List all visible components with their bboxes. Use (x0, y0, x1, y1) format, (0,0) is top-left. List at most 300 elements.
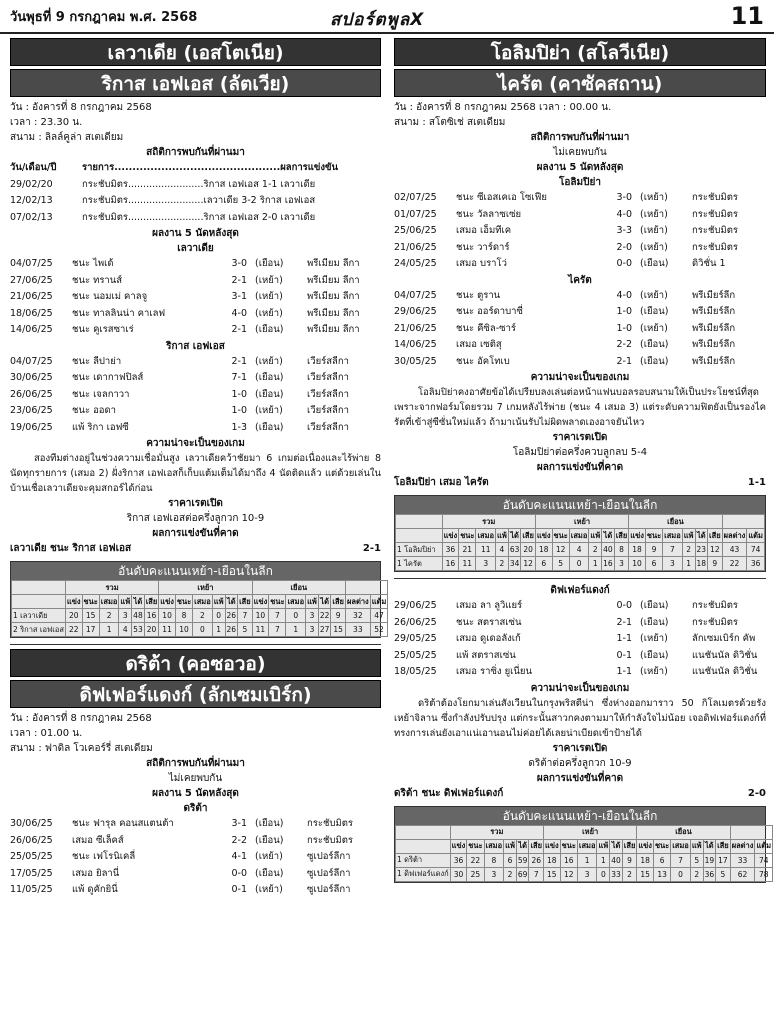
stat-cell: 6 (645, 557, 662, 571)
stat-cell: 63 (508, 543, 521, 557)
analysis-text: สองทีมต่างอยู่ในช่วงความเชื่อมั่นสูง เลวาเดียคว้าชัยมา 6 เกมต่อเนื่องและไร้พ่าย 8 นัดทุกรายการ (เสมอ 2) ฝั่งริกาส เอฟเอสก็เก็บแต้มเต็มได้มาถึง 4 นัดติดแล้ว แต่ด้วยเล่นในบ้านเชื่อเลวาเดียจะคุมสกอร์ได้ก่อน (10, 453, 381, 494)
stat-cell: 16 (144, 609, 159, 623)
stat-cell: 12 (560, 867, 577, 881)
column-header: ชนะ (269, 595, 286, 609)
form-competition: พรีเมียม ลีกา (307, 291, 360, 302)
column-header: ได้ (225, 595, 238, 609)
stat-cell: 34 (508, 557, 521, 571)
blank-cell (396, 515, 443, 529)
match-day: วัน : อังคารที่ 8 กรกฎาคม 2568 (10, 102, 152, 113)
match-venue: สนาม : ฟาดิล โวเคอร์รี่ สเตเดียม (10, 743, 153, 754)
form-date: 25/05/25 (10, 851, 53, 862)
form-date: 24/05/25 (394, 258, 437, 269)
group-header: รวม (65, 581, 158, 595)
form-venue: (เยือน) (640, 355, 669, 367)
form-date: 14/06/25 (10, 324, 53, 335)
form-list-b (394, 288, 766, 371)
stat-cell: 1 (589, 557, 602, 571)
form-opponent: ชนะ ออดา (72, 405, 116, 416)
stat-cell: 25 (467, 867, 484, 881)
form-competition: เวียร์สลีกา (307, 388, 349, 400)
stat-cell: 40 (602, 543, 615, 557)
stat-cell: 22 (722, 557, 747, 571)
blank-cell (345, 581, 387, 595)
form-competition: พรีเมียร์ลีก (692, 322, 736, 334)
stat-cell: 74 (755, 853, 773, 867)
form-competition: กระชับมิตร (307, 834, 353, 846)
prediction-title: ผลการแข่งขันที่คาด (536, 772, 624, 784)
stat-cell: 22 (318, 609, 331, 623)
form-competition: พรีเมียร์ลีก (692, 289, 736, 301)
form-score: 2-1 (231, 324, 247, 335)
column-header: ได้ (516, 839, 529, 853)
stat-cell: 12 (552, 543, 569, 557)
stat-cell: 27 (318, 623, 331, 637)
form-date: 14/06/25 (394, 339, 437, 350)
stat-cell: 13 (653, 867, 670, 881)
stat-cell: 5 (238, 623, 253, 637)
form-opponent: ชนะ คีซิล-ซาร์ (456, 322, 517, 334)
analysis-title: ความน่าจะเป็นของเกม (530, 682, 630, 694)
analysis-title: ความน่าจะเป็นของเกม (146, 438, 245, 449)
column-header: ชนะ (82, 595, 99, 609)
match-venue: สนาม : ลิลล์คูล่า สเตเดียม (10, 132, 124, 143)
h2h-date: 29/02/20 (10, 178, 53, 190)
stat-cell: 3 (614, 557, 629, 571)
form-opponent: เสมอ บราโว่ (456, 258, 507, 269)
form-venue: (เหย้า) (640, 666, 668, 677)
form-venue: (เหย้า) (640, 192, 668, 203)
match-time: เวลา : 23.30 น. (10, 117, 83, 128)
form-date: 11/05/25 (10, 884, 53, 895)
form-score: 3-1 (231, 818, 247, 829)
column-header: ชนะ (552, 529, 569, 543)
form-venue: (เหย้า) (255, 307, 283, 319)
h2h-col-result: รายการ..............................................ผลการแข่งขัน (82, 162, 339, 173)
form-date: 29/05/25 (394, 633, 437, 644)
form-venue: (เยือน) (255, 818, 284, 829)
form-venue: (เยือน) (640, 649, 669, 661)
column-header-row (12, 595, 388, 609)
stat-cell: 18 (535, 543, 552, 557)
form-date: 29/06/25 (394, 306, 437, 317)
standings-title: อันดับคะแนนเหย้า-เยือนในลีก (395, 496, 765, 514)
group-header-row (396, 825, 773, 839)
h2h-title: สถิติการพบกันที่ผ่านมา (146, 758, 245, 769)
form-opponent: เสมอ ราซิ่ง ยูเนี่ยน (456, 666, 532, 677)
column-header: เสมอ (577, 839, 597, 853)
form-score: 1-1 (616, 633, 632, 644)
stat-cell: 22 (65, 623, 82, 637)
form-list-a (10, 256, 381, 339)
standings-table (10, 561, 387, 638)
h2h-title: สถิติการพบกันที่ผ่านมา (146, 147, 245, 158)
last5-title: ผลงาน 5 นัดหลังสุด (152, 788, 239, 799)
form-score: 3-1 (231, 291, 247, 302)
column-header: เสีย (331, 595, 346, 609)
form-competition: เวียร์สลีกา (307, 372, 349, 383)
form-date: 30/06/25 (10, 372, 53, 383)
stat-cell: 1 (212, 623, 225, 637)
form-competition: พรีเมียร์ลีก (692, 306, 736, 317)
stat-cell: 2 (622, 867, 637, 881)
column-header: เสีย (529, 839, 544, 853)
form-venue: (เหย้า) (640, 225, 668, 236)
form-row (394, 304, 766, 321)
stat-cell: 1 (597, 853, 610, 867)
column-header: เสมอ (569, 529, 589, 543)
form-opponent: แพ้ ริกา เอฟซี (72, 421, 129, 433)
blank-cell (396, 529, 443, 543)
column-header: เสีย (521, 529, 536, 543)
form-opponent: แพ้ ดูคักยินี่ (72, 884, 118, 895)
column-header: เสีย (144, 595, 159, 609)
form-venue: (เยือน) (640, 258, 669, 269)
group-header: เยือน (252, 581, 345, 595)
team-cell: 1 ดิฟเฟอร์แดงก์ (396, 867, 451, 881)
issue-date: วันพุธที่ 9 กรกฎาคม พ.ศ. 2568 (10, 9, 198, 25)
form-score: 1-0 (616, 306, 632, 317)
odds-title: ราคาเรตเปิด (552, 432, 608, 443)
form-row (10, 403, 381, 420)
column-header: เสมอ (476, 529, 496, 543)
form-competition: ซูเปอร์ลีกา (307, 851, 351, 862)
stat-cell: 20 (65, 609, 82, 623)
form-date: 26/06/25 (394, 616, 437, 628)
column-header-row (396, 839, 773, 853)
form-competition: เวียร์สลีกา (307, 405, 349, 416)
column-header: เสมอ (484, 839, 504, 853)
stat-cell: 0 (212, 609, 225, 623)
blank-cell (730, 825, 772, 839)
stat-cell: 33 (730, 853, 755, 867)
group-header: เหย้า (535, 515, 628, 529)
stat-cell: 15 (637, 867, 654, 881)
stat-cell: 4 (119, 623, 132, 637)
prediction-score: 2-1 (362, 543, 381, 554)
stat-cell: 1 (99, 623, 119, 637)
stat-cell: 7 (269, 623, 286, 637)
form-competition: พรีเมียม ลีกา (307, 324, 360, 335)
form-row (394, 288, 766, 305)
column-header: ชนะ (175, 595, 192, 609)
form-score: 3-0 (231, 258, 247, 269)
form-competition: กระชับมิตร (692, 192, 738, 203)
form-row (10, 420, 381, 437)
form-opponent: ชนะ ออร์ดาบาซี่ (456, 306, 523, 317)
column-header: ชนะ (645, 529, 662, 543)
stat-cell: 17 (716, 853, 731, 867)
stat-cell: 18 (629, 543, 646, 557)
team-a-name: ดริต้า (183, 803, 208, 814)
prediction (394, 475, 766, 491)
column-header: เสมอ (193, 595, 213, 609)
last5-title: ผลงาน 5 นัดหลังสุด (536, 162, 624, 173)
stat-cell: 52 (370, 623, 388, 637)
form-list-b (10, 354, 381, 437)
stat-cell: 47 (370, 609, 388, 623)
column-header: ได้ (703, 839, 716, 853)
form-competition: พรีเมียม ลีกา (307, 307, 360, 319)
column-header: แต้ม (747, 529, 765, 543)
form-date: 26/06/25 (10, 834, 53, 846)
left-column (10, 38, 387, 899)
team-a-name: โอลิมปิย่า (559, 177, 601, 188)
stat-cell: 10 (159, 609, 176, 623)
form-score: 3-0 (616, 192, 632, 203)
prediction-title: ผลการแข่งขันที่คาด (536, 462, 624, 473)
stat-cell: 7 (529, 867, 544, 881)
form-date: 25/06/25 (394, 225, 437, 236)
stat-cell: 3 (306, 609, 319, 623)
form-competition: กระชับมิตร (692, 600, 738, 611)
form-competition: ลักเซมเบิร์ก คัพ (692, 633, 756, 644)
stat-cell: 6 (504, 853, 517, 867)
group-header: รวม (450, 825, 543, 839)
form-date: 21/06/25 (394, 241, 437, 253)
right-column (394, 38, 772, 883)
prediction-score: 1-1 (747, 477, 766, 488)
form-date: 30/05/25 (394, 355, 437, 367)
form-score: 3-3 (616, 225, 632, 236)
stat-cell: 12 (708, 543, 723, 557)
form-row (394, 207, 766, 224)
stat-cell: 26 (529, 853, 544, 867)
stat-cell: 5 (690, 853, 703, 867)
form-row (10, 306, 381, 323)
form-venue: (เยือน) (255, 867, 284, 879)
form-opponent: ชนะ สตราสเซ่น (456, 616, 522, 628)
stat-cell: 43 (722, 543, 747, 557)
stat-cell: 11 (252, 623, 269, 637)
form-row (394, 240, 766, 257)
column-header: แข่ง (544, 839, 561, 853)
match-day-time: วัน : อังคารที่ 8 กรกฎาคม 2568 เวลา : 00.00 น. (394, 102, 612, 113)
odds-text: ดริต้าต่อครึ่งลูกวก 10-9 (528, 757, 632, 769)
blank-cell (396, 839, 451, 853)
h2h-date: 12/02/13 (10, 195, 53, 206)
form-opponent: เสมอ ลา ลูวิแยร์ (456, 600, 523, 611)
stat-cell: 0 (671, 867, 691, 881)
stat-cell: 4 (569, 543, 589, 557)
group-header-row (396, 515, 765, 529)
form-row (10, 273, 381, 290)
form-score: 1-3 (231, 421, 247, 433)
prediction-score: 2-0 (747, 787, 766, 799)
form-score: 2-1 (616, 355, 632, 367)
form-row (10, 866, 381, 883)
column-header: แพ้ (589, 529, 602, 543)
form-row (394, 631, 766, 648)
match-day: วัน : อังคารที่ 8 กรกฎาคม 2568 (10, 713, 152, 724)
stat-cell: 11 (476, 543, 496, 557)
stat-cell: 5 (552, 557, 569, 571)
standings-row (396, 853, 773, 867)
column-header: เสมอ (286, 595, 306, 609)
form-competition: ซูเปอร์ลีกา (307, 884, 351, 895)
form-opponent: ชนะ เฟโรนิเคลี่ (72, 851, 136, 862)
odds-title: ราคาเรตเปิด (168, 498, 223, 509)
h2h-result: กระชับมิตร.........................ริกาส เอฟเอส 2-0 เลวาเดีย (82, 211, 316, 223)
form-score: 1-1 (616, 666, 632, 677)
column-header: ได้ (602, 529, 615, 543)
column-header: แพ้ (690, 839, 703, 853)
form-competition: พรีเมียร์ลีก (692, 355, 736, 367)
analysis-text: โอลิมปิย่าคงอาศัยข้อได้เปรียบลงเล่นต่อหน้าแฟนบอลรอบสนามให้เป็นประโยชน์ที่สุด เพราะจากฟอร์มโดยรวม 7 เกมหลังไร้พ่าย (ชนะ 4 เสมอ 3) แต่ระดับความฟิตยังเป็นรองไครัตที่เข้าสู่ซีซั่นใหม่แล้ว ถ้ามาเน้นรับไม่ผิดพลาดเองอาจยันไหว (394, 387, 766, 428)
form-opponent: เสมอ ซีเล็คส์ (72, 834, 124, 846)
column-header: เสีย (708, 529, 723, 543)
stat-cell: 11 (459, 557, 476, 571)
form-date: 23/06/25 (10, 405, 53, 416)
h2h-row (10, 210, 381, 227)
stat-cell: 32 (345, 609, 370, 623)
match-title: ไครัต (คาซัคสถาน) (394, 69, 766, 97)
team-b-name: ไครัต (568, 274, 592, 286)
column-header: แพ้ (212, 595, 225, 609)
form-row (394, 190, 766, 207)
form-score: 2-1 (231, 274, 247, 286)
form-venue: (เยือน) (640, 616, 669, 628)
h2h-date: 07/02/13 (10, 211, 53, 223)
form-date: 25/05/25 (394, 649, 437, 661)
stat-cell: 3 (306, 623, 319, 637)
stat-cell: 30 (450, 867, 467, 881)
team-cell: 1 โอลิมปิย่า (396, 543, 443, 557)
group-header-row (12, 581, 388, 595)
form-score: 4-0 (231, 307, 247, 319)
form-competition: กระชับมิตร (307, 818, 353, 829)
column-header: แข่ง (442, 529, 459, 543)
form-competition: พรีเมียม ลีกา (307, 258, 360, 269)
h2h-list (10, 177, 381, 227)
column-header: แพ้ (597, 839, 610, 853)
form-venue: (เยือน) (255, 421, 284, 433)
stat-cell: 18 (637, 853, 654, 867)
stat-cell: 7 (663, 543, 683, 557)
form-venue: (เหย้า) (255, 851, 283, 862)
form-venue: (เยือน) (255, 372, 284, 383)
standings-table (394, 495, 766, 572)
column-header: แต้ม (370, 595, 388, 609)
column-header: ผลต่าง (345, 595, 370, 609)
form-score: 0-1 (616, 649, 632, 661)
divider (10, 644, 381, 645)
match-title: ดิฟเฟอร์แดงก์ (ลักเซมเบิร์ก) (10, 680, 381, 708)
form-date: 18/06/25 (10, 307, 53, 319)
form-competition: เวียร์สลีกา (307, 355, 349, 367)
stat-cell: 53 (132, 623, 145, 637)
form-row (394, 256, 766, 273)
form-venue: (เยือน) (255, 324, 284, 335)
form-competition: พรีเมียร์ลีก (692, 339, 736, 350)
standings-table (394, 806, 772, 883)
form-opponent: ชนะ ไพเด้ (72, 258, 114, 269)
column-header: ชนะ (653, 839, 670, 853)
league-banner: เลวาเดีย (เอสโตเนีย) (10, 38, 381, 66)
form-opponent: ชนะ เจลกาวา (72, 388, 130, 400)
stat-cell: 9 (622, 853, 637, 867)
form-venue: (เหย้า) (255, 291, 283, 302)
stat-cell: 36 (450, 853, 467, 867)
column-header: แข่ง (450, 839, 467, 853)
team-cell: 1 ไครัต (396, 557, 443, 571)
group-header: เยือน (629, 515, 722, 529)
column-header: เสมอ (671, 839, 691, 853)
standings-row (12, 609, 388, 623)
stat-cell: 4 (496, 543, 509, 557)
form-row (394, 648, 766, 665)
stat-cell: 10 (252, 609, 269, 623)
column-header: ได้ (318, 595, 331, 609)
match-title: ริกาส เอฟเอส (ลัตเวีย) (10, 69, 381, 97)
stat-cell: 78 (755, 867, 773, 881)
stat-cell: 15 (82, 609, 99, 623)
form-venue: (เยือน) (255, 388, 284, 400)
stat-cell: 8 (175, 609, 192, 623)
form-row (10, 322, 381, 339)
column-header: ชนะ (560, 839, 577, 853)
stat-cell: 9 (708, 557, 723, 571)
stat-cell: 15 (331, 623, 346, 637)
column-header: เสมอ (99, 595, 119, 609)
stat-cell: 7 (269, 609, 286, 623)
form-venue: (เหย้า) (640, 289, 668, 301)
team-b-name: ดิฟเฟอร์แดงก์ (550, 585, 610, 596)
column-header: เสมอ (663, 529, 683, 543)
standings-row (396, 543, 765, 557)
stat-cell: 11 (159, 623, 176, 637)
stat-cell: 36 (703, 867, 716, 881)
odds-text: โอลิมปิย่าต่อครึ่งควบลูกลบ 5-4 (512, 447, 648, 458)
form-opponent: ชนะ วาร์ดาร์ (456, 241, 510, 253)
form-row (10, 833, 381, 850)
stat-cell: 9 (331, 609, 346, 623)
stat-cell: 19 (703, 853, 716, 867)
match-time: เวลา : 01.00 น. (10, 728, 83, 739)
form-score: 7-1 (231, 372, 247, 383)
stat-cell: 3 (484, 867, 504, 881)
stat-cell: 18 (695, 557, 708, 571)
form-date: 17/05/25 (10, 867, 53, 879)
stat-cell: 2 (193, 609, 213, 623)
form-venue: (เหย้า) (255, 274, 283, 286)
team-b-name: ริกาส เอฟเอส (166, 340, 225, 352)
stat-cell: 7 (671, 853, 691, 867)
prediction-title: ผลการแข่งขันที่คาด (152, 528, 239, 539)
form-row (394, 223, 766, 240)
form-date: 18/05/25 (394, 666, 437, 677)
stat-cell: 3 (476, 557, 496, 571)
form-competition: กระชับมิตร (692, 208, 738, 220)
stat-cell: 9 (645, 543, 662, 557)
form-competition: พรีเมียม ลีกา (307, 274, 360, 286)
column-header: แพ้ (496, 529, 509, 543)
stat-cell: 21 (459, 543, 476, 557)
column-header: ชนะ (459, 529, 476, 543)
blank-cell (12, 595, 66, 609)
stat-cell: 16 (602, 557, 615, 571)
form-competition: แนชันนัล ดิวิชั่น (692, 666, 758, 677)
form-date: 04/07/25 (394, 289, 437, 301)
form-score: 1-0 (616, 322, 632, 334)
form-venue: (เหย้า) (640, 633, 668, 644)
form-competition: เวียร์สลีกา (307, 421, 349, 433)
form-venue: (เหย้า) (640, 322, 668, 334)
form-opponent: เสมอ เซติสุ (456, 339, 502, 350)
column-header: แข่ง (65, 595, 82, 609)
stat-cell: 7 (238, 609, 253, 623)
form-opponent: แพ้ สตราสเซ่น (456, 649, 516, 661)
